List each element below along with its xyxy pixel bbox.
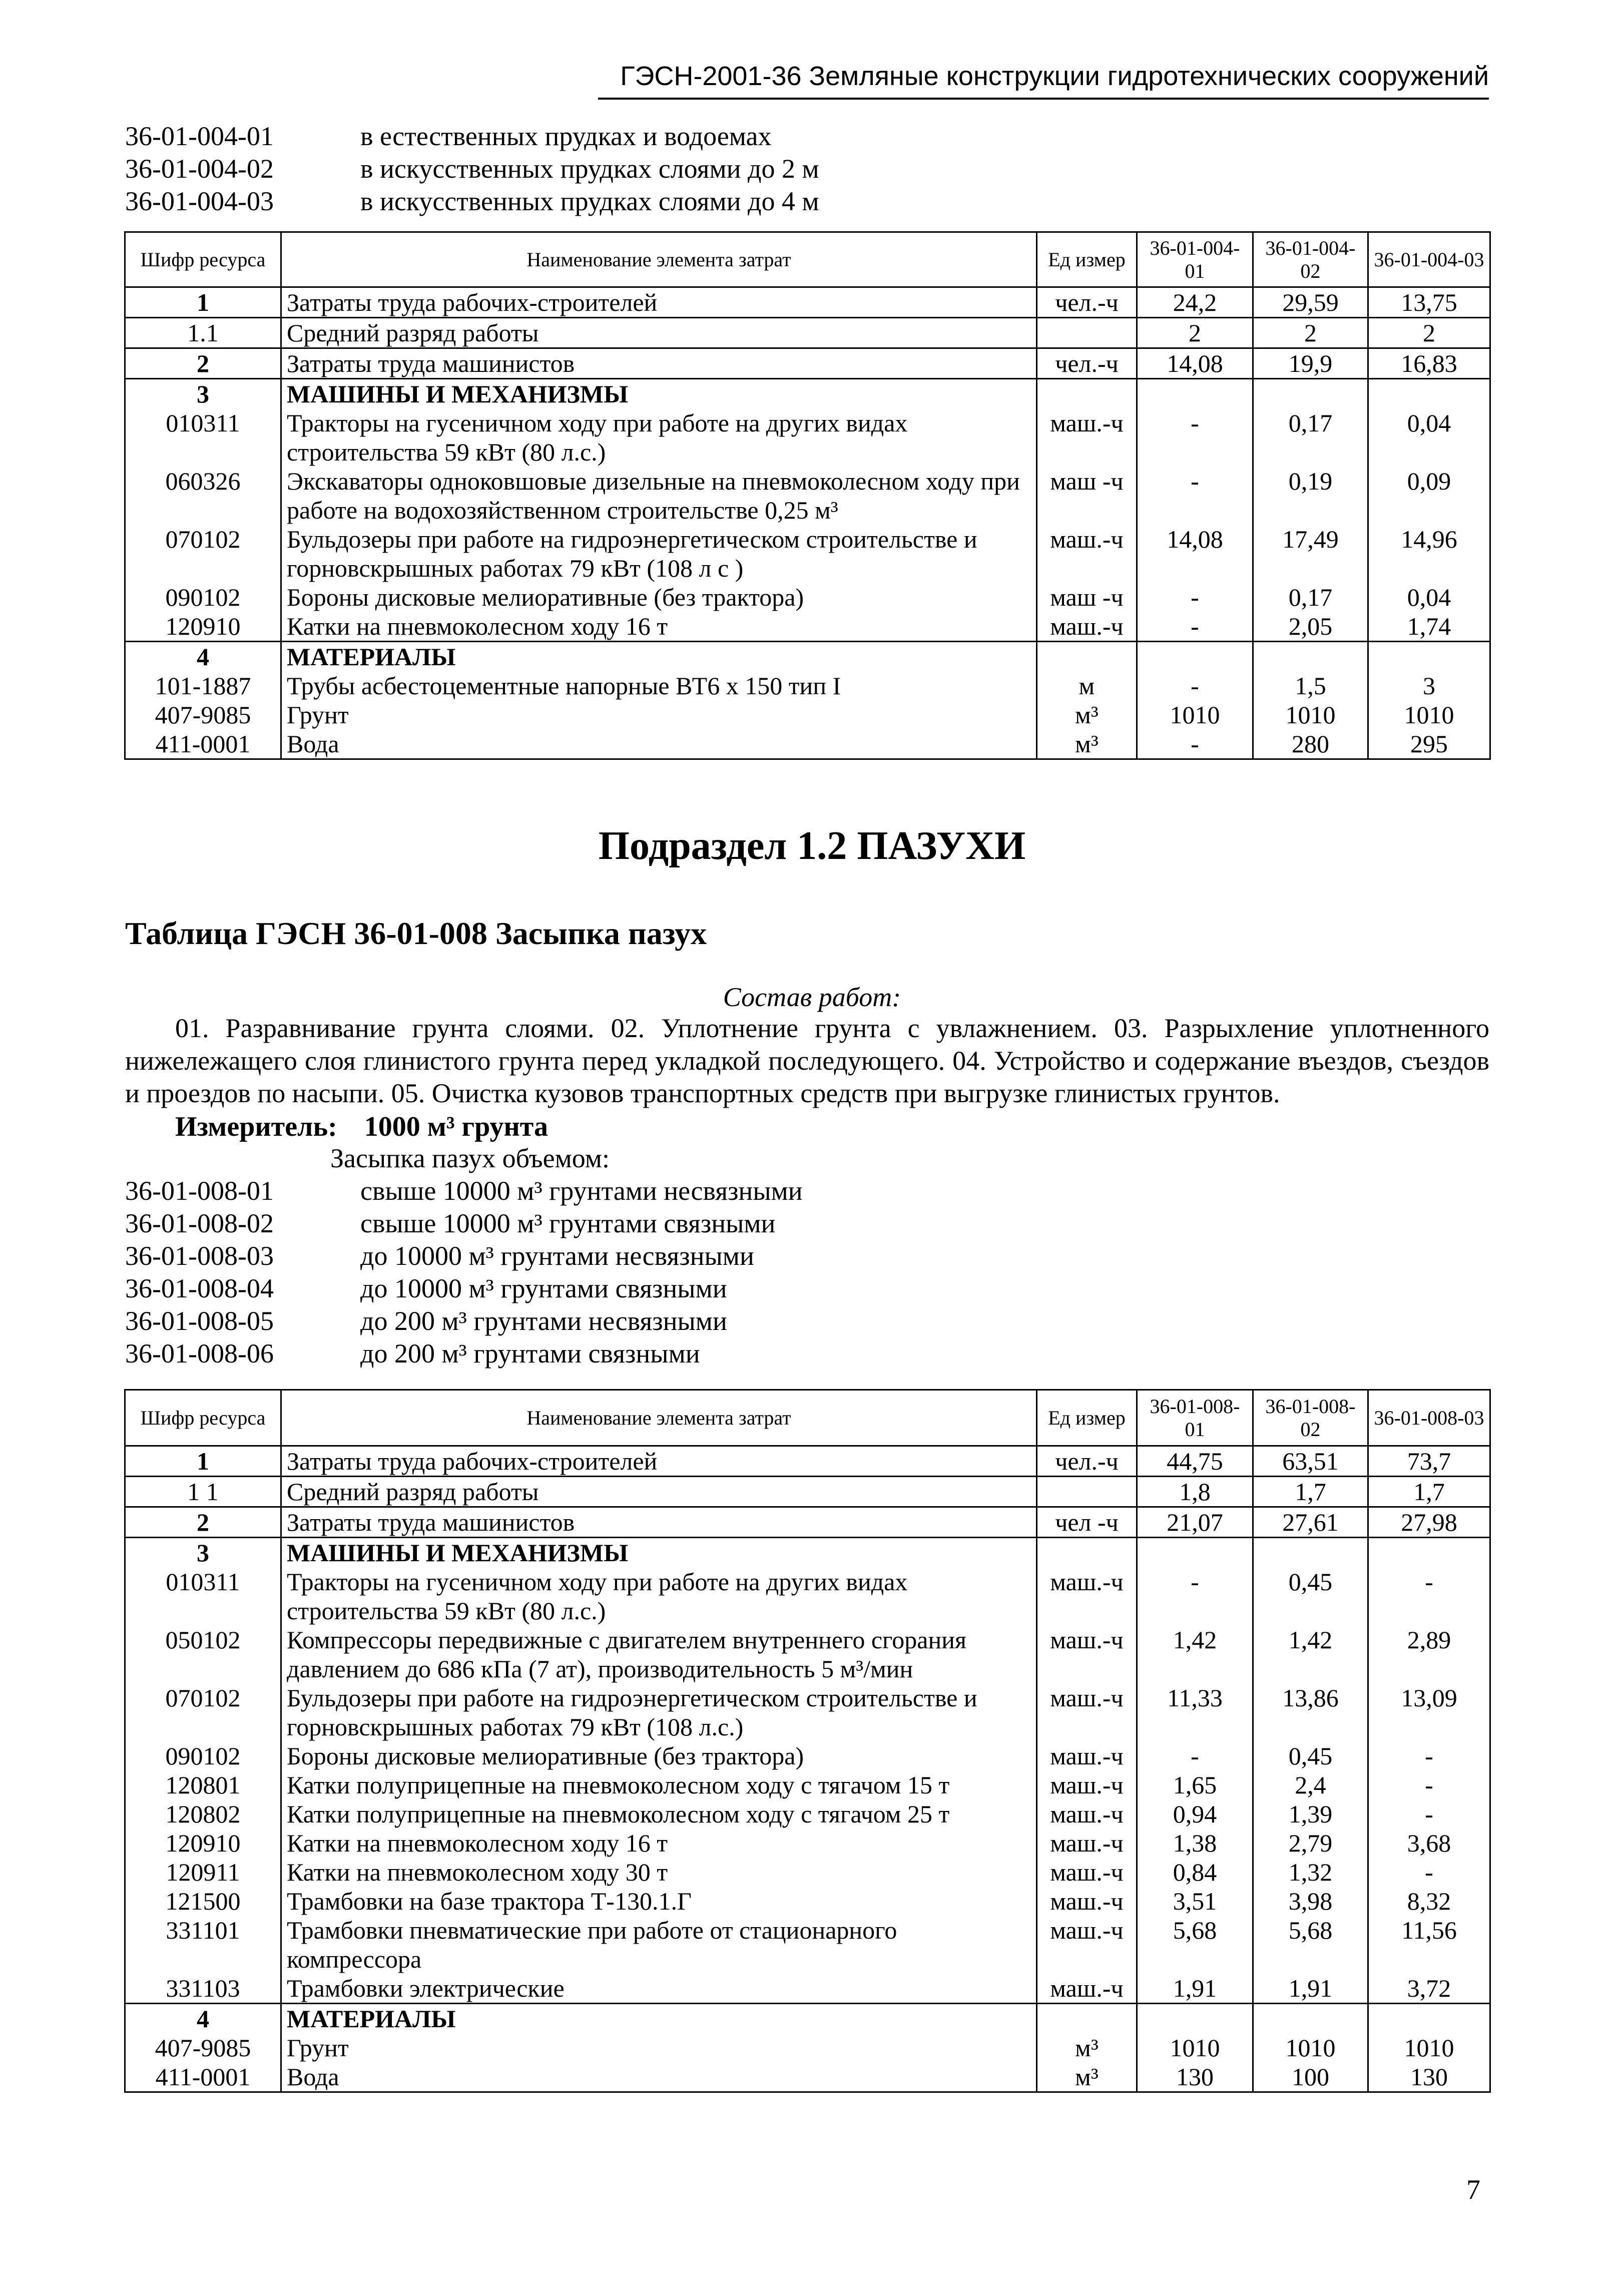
table-row: [125, 1567, 1490, 1625]
table-row: [125, 1770, 1490, 1799]
norm-description: до 10000 м³ грунтами несвязными: [360, 1241, 754, 1271]
norm-code: 36-01-008-04: [125, 1273, 274, 1303]
cell-value: 21,07: [1137, 1507, 1253, 1538]
cell-resource: 010311: [125, 1567, 281, 1625]
table-row: [125, 1974, 1490, 2004]
subsection-title: Подраздел 1.2 ПАЗУХИ: [598, 824, 1026, 868]
cell-unit: маш.-ч: [1037, 1799, 1137, 1828]
norm-code: 36-01-008-02: [125, 1208, 274, 1238]
cell-value: 5,68: [1137, 1916, 1253, 1974]
cell-name: Затраты труда рабочих-строителей: [281, 287, 1037, 318]
cell-value: [1137, 2004, 1253, 2034]
table-row: [125, 2033, 1490, 2062]
cell-unit: маш.-ч: [1037, 1683, 1137, 1741]
cell-value: 19,9: [1253, 348, 1368, 379]
norm-code: 36-01-004-03: [125, 186, 274, 216]
norm-code: 36-01-008-06: [125, 1338, 274, 1368]
table-row: [125, 467, 1490, 525]
cell-value: 1010: [1368, 700, 1490, 729]
cell-value: -: [1137, 1741, 1253, 1770]
table-row: [125, 1916, 1490, 1974]
work-composition-text: 01. Разравнивание грунта слоями. 02. Уплотнение грунта с увлажнением. 03. Разрыхление уплотненного нижележащего слоя глинистого грунта перед укладкой последующего. 04. Устройство и содержание въездов, съездов и проездов по насыпи. 05. Очистка кузовов транспортных средств при выгрузке глинистых грунтов.: [125, 1013, 1489, 1108]
cell-resource: 1: [125, 1446, 281, 1477]
cell-value: 2,79: [1253, 1828, 1368, 1858]
table-header-row: [125, 232, 1490, 287]
col-header-norm-1: 36-01-004-01: [1137, 232, 1253, 287]
cell-name: Катки на пневмоколесном ходу 30 т: [281, 1858, 1037, 1887]
cell-resource: 101-1887: [125, 671, 281, 700]
cell-resource: 010311: [125, 408, 281, 467]
table-row: [125, 1477, 1490, 1507]
cell-value: 8,32: [1368, 1887, 1490, 1916]
cell-value: 2: [1137, 318, 1253, 348]
cell-value: 27,61: [1253, 1507, 1368, 1538]
table-row: [125, 1446, 1490, 1477]
cell-resource: 3: [125, 1538, 281, 1568]
cell-value: 0,09: [1368, 467, 1490, 525]
cell-value: [1253, 2004, 1368, 2034]
cell-value: 1,38: [1137, 1828, 1253, 1858]
cell-value: 13,75: [1368, 287, 1490, 318]
norm-code: 36-01-008-01: [125, 1176, 274, 1206]
cell-resource: 331103: [125, 1974, 281, 2004]
cell-value: 1,91: [1253, 1974, 1368, 2004]
cell-value: -: [1137, 583, 1253, 612]
cell-resource: 331101: [125, 1916, 281, 1974]
cell-value: 1010: [1137, 700, 1253, 729]
col-header-name: Наименование элемента затрат: [281, 1390, 1037, 1446]
col-header-resource: Шифр ресурса: [125, 232, 281, 287]
cell-name: Вода: [281, 729, 1037, 759]
work-composition-heading: Состав работ:: [723, 982, 901, 1012]
cell-value: 1,74: [1368, 612, 1490, 642]
cell-unit: маш.-ч: [1037, 1567, 1137, 1625]
cell-name: Тракторы на гусеничном ходу при работе на других видах строительства 59 кВт (80 л.с.): [281, 1567, 1037, 1625]
cell-section-title: МАШИНЫ И МЕХАНИЗМЫ: [281, 1538, 1037, 1568]
cell-name: Компрессоры передвижные с двигателем внутреннего сгорания давлением до 686 кПа (7 ат), производительность 5 м³/мин: [281, 1625, 1037, 1683]
cell-unit: маш.-ч: [1037, 1741, 1137, 1770]
norm-code: 36-01-004-02: [125, 154, 274, 184]
cell-resource: 4: [125, 2004, 281, 2034]
norm-code: 36-01-008-03: [125, 1241, 274, 1271]
section-row: [125, 642, 1490, 672]
cell-unit: чел.-ч: [1037, 1446, 1137, 1477]
cell-value: [1253, 642, 1368, 672]
cell-unit: маш.-ч: [1037, 1828, 1137, 1858]
cell-value: 0,17: [1253, 583, 1368, 612]
cell-value: 73,7: [1368, 1446, 1490, 1477]
table-title: Таблица ГЭСН 36-01-008 Засыпка пазух: [125, 915, 707, 951]
cell-unit: маш.-ч: [1037, 1887, 1137, 1916]
cell-unit: [1037, 642, 1137, 672]
cell-value: 100: [1253, 2062, 1368, 2092]
cell-unit: м³: [1037, 700, 1137, 729]
table-row: [125, 2062, 1490, 2092]
cell-value: 0,45: [1253, 1741, 1368, 1770]
table-row: [125, 1887, 1490, 1916]
cell-value: -: [1368, 1770, 1490, 1799]
table-row: [125, 671, 1490, 700]
norm-description: до 200 м³ грунтами связными: [360, 1338, 700, 1368]
cell-name: Вода: [281, 2062, 1037, 2092]
resource-table-1: [124, 231, 1491, 760]
cell-resource: 2: [125, 1507, 281, 1538]
cell-value: 1,32: [1253, 1858, 1368, 1887]
cell-value: [1253, 379, 1368, 409]
cell-value: 2: [1253, 318, 1368, 348]
section-row: [125, 1538, 1490, 1568]
cell-value: 29,59: [1253, 287, 1368, 318]
cell-value: 1,65: [1137, 1770, 1253, 1799]
page-number: 7: [1466, 2174, 1480, 2205]
cell-value: 11,56: [1368, 1916, 1490, 1974]
col-header-name: Наименование элемента затрат: [281, 232, 1037, 287]
col-header-norm-2: 36-01-008-02: [1253, 1390, 1368, 1446]
table-row: [125, 287, 1490, 318]
cell-value: 1010: [1137, 2033, 1253, 2062]
cell-resource: 4: [125, 642, 281, 672]
cell-name: Затраты труда машинистов: [281, 1507, 1037, 1538]
cell-name: Затраты труда рабочих-строителей: [281, 1446, 1037, 1477]
table-row: [125, 583, 1490, 612]
cell-name: Трамбовки на базе трактора Т-130.1.Г: [281, 1887, 1037, 1916]
norm-description: до 200 м³ грунтами несвязными: [360, 1306, 727, 1336]
section-row: [125, 2004, 1490, 2034]
cell-value: -: [1137, 671, 1253, 700]
cell-name: Бульдозеры при работе на гидроэнергетическом строительстве и горновскрышных работах 79 кВт (108 л.с.): [281, 1683, 1037, 1741]
cell-value: 3,68: [1368, 1828, 1490, 1858]
table-row: [125, 729, 1490, 759]
cell-resource: 120801: [125, 1770, 281, 1799]
cell-resource: 407-9085: [125, 700, 281, 729]
cell-value: 44,75: [1137, 1446, 1253, 1477]
table-row: [125, 408, 1490, 467]
cell-name: Грунт: [281, 2033, 1037, 2062]
norm-code: 36-01-004-01: [125, 121, 274, 151]
norm-description: свыше 10000 м³ грунтами несвязными: [360, 1176, 803, 1206]
norm-code: 36-01-008-05: [125, 1306, 274, 1336]
cell-unit: [1037, 1477, 1137, 1507]
cell-value: 0,17: [1253, 408, 1368, 467]
cell-value: 13,86: [1253, 1683, 1368, 1741]
cell-value: 1010: [1253, 700, 1368, 729]
cell-unit: маш.-ч: [1037, 1974, 1137, 2004]
cell-value: 13,09: [1368, 1683, 1490, 1741]
cell-resource: 120911: [125, 1858, 281, 1887]
cell-value: 2,05: [1253, 612, 1368, 642]
cell-name: Трамбовки пневматические при работе от стационарного компрессора: [281, 1916, 1037, 1974]
cell-value: 1,5: [1253, 671, 1368, 700]
section-row: [125, 379, 1490, 409]
cell-section-title: МАТЕРИАЛЫ: [281, 642, 1037, 672]
cell-unit: маш.-ч: [1037, 408, 1137, 467]
table-row: [125, 1799, 1490, 1828]
header-rule: [598, 98, 1489, 100]
cell-value: 3,51: [1137, 1887, 1253, 1916]
cell-value: 5,68: [1253, 1916, 1368, 1974]
norm-description: в искусственных прудках слоями до 2 м: [360, 154, 819, 184]
cell-value: 130: [1137, 2062, 1253, 2092]
table-row: [125, 1507, 1490, 1538]
norm-description: в естественных прудках и водоемах: [360, 121, 772, 151]
cell-section-title: МАТЕРИАЛЫ: [281, 2004, 1037, 2034]
cell-value: -: [1137, 729, 1253, 759]
cell-unit: маш -ч: [1037, 467, 1137, 525]
cell-unit: маш.-ч: [1037, 1625, 1137, 1683]
col-header-norm-1: 36-01-008-01: [1137, 1390, 1253, 1446]
cell-value: 2: [1368, 318, 1490, 348]
cell-resource: 120910: [125, 1828, 281, 1858]
cell-value: 1,7: [1368, 1477, 1490, 1507]
cell-resource: 407-9085: [125, 2033, 281, 2062]
table-row: [125, 700, 1490, 729]
cell-unit: маш.-ч: [1037, 525, 1137, 583]
table-header-row: [125, 1390, 1490, 1446]
cell-value: 1010: [1253, 2033, 1368, 2062]
cell-unit: маш.-ч: [1037, 1858, 1137, 1887]
cell-value: [1368, 2004, 1490, 2034]
cell-name: Средний разряд работы: [281, 1477, 1037, 1507]
cell-resource: 411-0001: [125, 2062, 281, 2092]
table-row: [125, 1858, 1490, 1887]
cell-name: Катки полуприцепные на пневмоколесном ходу с тягачом 15 т: [281, 1770, 1037, 1799]
cell-value: 130: [1368, 2062, 1490, 2092]
cell-value: 3: [1368, 671, 1490, 700]
measure-label: Измеритель:: [175, 1111, 337, 1142]
cell-name: Затраты труда машинистов: [281, 348, 1037, 379]
cell-value: 0,84: [1137, 1858, 1253, 1887]
cell-value: -: [1368, 1799, 1490, 1828]
cell-value: 14,08: [1137, 525, 1253, 583]
cell-name: Бороны дисковые мелиоративные (без трактора): [281, 583, 1037, 612]
cell-value: 27,98: [1368, 1507, 1490, 1538]
cell-value: 1,39: [1253, 1799, 1368, 1828]
cell-unit: чел.-ч: [1037, 348, 1137, 379]
cell-unit: маш -ч: [1037, 583, 1137, 612]
cell-name: Средний разряд работы: [281, 318, 1037, 348]
col-header-norm-3: 36-01-008-03: [1368, 1390, 1490, 1446]
cell-name: Катки полуприцепные на пневмоколесном ходу с тягачом 25 т: [281, 1799, 1037, 1828]
cell-resource: 050102: [125, 1625, 281, 1683]
cell-value: [1368, 379, 1490, 409]
cell-value: 63,51: [1253, 1446, 1368, 1477]
cell-value: -: [1137, 1567, 1253, 1625]
cell-value: 17,49: [1253, 525, 1368, 583]
cell-unit: м³: [1037, 2062, 1137, 2092]
norm-description: до 10000 м³ грунтами связными: [360, 1273, 727, 1303]
cell-value: [1368, 1538, 1490, 1568]
cell-value: 280: [1253, 729, 1368, 759]
cell-value: 0,04: [1368, 408, 1490, 467]
cell-unit: [1037, 318, 1137, 348]
cell-resource: 090102: [125, 1741, 281, 1770]
cell-value: 295: [1368, 729, 1490, 759]
table-row: [125, 318, 1490, 348]
table-row: [125, 1625, 1490, 1683]
col-header-resource: Шифр ресурса: [125, 1390, 281, 1446]
cell-value: 14,08: [1137, 348, 1253, 379]
col-header-unit: Ед измер: [1037, 232, 1137, 287]
cell-value: -: [1137, 467, 1253, 525]
cell-unit: чел -ч: [1037, 1507, 1137, 1538]
cell-unit: м³: [1037, 2033, 1137, 2062]
cell-name: Тракторы на гусеничном ходу при работе на других видах строительства 59 кВт (80 л.с.): [281, 408, 1037, 467]
cell-value: [1368, 642, 1490, 672]
cell-value: 14,96: [1368, 525, 1490, 583]
cell-value: -: [1368, 1858, 1490, 1887]
table-row: [125, 1683, 1490, 1741]
measure-value: 1000 м³ грунта: [364, 1111, 548, 1142]
cell-value: 0,04: [1368, 583, 1490, 612]
cell-value: 0,45: [1253, 1567, 1368, 1625]
cell-value: 16,83: [1368, 348, 1490, 379]
cell-value: 1,7: [1253, 1477, 1368, 1507]
cell-value: -: [1137, 408, 1253, 467]
norm-description: в искусственных прудках слоями до 4 м: [360, 186, 819, 216]
cell-name: Трамбовки электрические: [281, 1974, 1037, 2004]
cell-value: 0,94: [1137, 1799, 1253, 1828]
cell-resource: 070102: [125, 525, 281, 583]
col-header-norm-2: 36-01-004-02: [1253, 232, 1368, 287]
cell-resource: 3: [125, 379, 281, 409]
cell-value: 24,2: [1137, 287, 1253, 318]
cell-name: Бороны дисковые мелиоративные (без трактора): [281, 1741, 1037, 1770]
cell-unit: маш.-ч: [1037, 1770, 1137, 1799]
cell-resource: 121500: [125, 1887, 281, 1916]
resource-table-2: [124, 1389, 1491, 2093]
cell-name: Бульдозеры при работе на гидроэнергетическом строительстве и горновскрышных работах 79 кВт (108 л с ): [281, 525, 1037, 583]
cell-name: Трубы асбестоцементные напорные ВТ6 x 150 тип I: [281, 671, 1037, 700]
cell-resource: 120802: [125, 1799, 281, 1828]
cell-unit: м: [1037, 671, 1137, 700]
cell-value: -: [1137, 612, 1253, 642]
cell-unit: маш.-ч: [1037, 1916, 1137, 1974]
table-row: [125, 525, 1490, 583]
cell-unit: чел.-ч: [1037, 287, 1137, 318]
cell-value: 1,8: [1137, 1477, 1253, 1507]
table-row: [125, 1828, 1490, 1858]
cell-value: 0,19: [1253, 467, 1368, 525]
cell-resource: 2: [125, 348, 281, 379]
table-row: [125, 1741, 1490, 1770]
cell-resource: 070102: [125, 1683, 281, 1741]
cell-value: 3,72: [1368, 1974, 1490, 2004]
cell-value: 1010: [1368, 2033, 1490, 2062]
col-header-norm-3: 36-01-004-03: [1368, 232, 1490, 287]
cell-unit: м³: [1037, 729, 1137, 759]
cell-unit: [1037, 2004, 1137, 2034]
cell-value: [1137, 1538, 1253, 1568]
cell-value: 2,4: [1253, 1770, 1368, 1799]
cell-unit: [1037, 379, 1137, 409]
cell-resource: 1.1: [125, 318, 281, 348]
cell-name: Грунт: [281, 700, 1037, 729]
running-header: ГЭСН-2001-36 Земляные конструкции гидротехнических сооружений: [620, 61, 1489, 91]
cell-resource: 120910: [125, 612, 281, 642]
cell-resource: 1 1: [125, 1477, 281, 1507]
cell-resource: 060326: [125, 467, 281, 525]
cell-resource: 090102: [125, 583, 281, 612]
cell-unit: маш.-ч: [1037, 612, 1137, 642]
cell-value: 3,98: [1253, 1887, 1368, 1916]
measure-line: [175, 1110, 548, 1143]
cell-name: Экскаваторы одноковшовые дизельные на пневмоколесном ходу при работе на водохозяйственном строительстве 0,25 м³: [281, 467, 1037, 525]
norm-description: свыше 10000 м³ грунтами связными: [360, 1208, 776, 1238]
table-row: [125, 612, 1490, 642]
cell-value: -: [1368, 1567, 1490, 1625]
cell-section-title: МАШИНЫ И МЕХАНИЗМЫ: [281, 379, 1037, 409]
cell-value: [1137, 642, 1253, 672]
col-header-unit: Ед измер: [1037, 1390, 1137, 1446]
cell-unit: [1037, 1538, 1137, 1568]
table-row: [125, 348, 1490, 379]
cell-value: [1253, 1538, 1368, 1568]
cell-value: 1,42: [1137, 1625, 1253, 1683]
cell-value: 2,89: [1368, 1625, 1490, 1683]
cell-name: Катки на пневмоколесном ходу 16 т: [281, 1828, 1037, 1858]
cell-resource: 411-0001: [125, 729, 281, 759]
cell-resource: 1: [125, 287, 281, 318]
cell-value: -: [1368, 1741, 1490, 1770]
cell-value: 1,42: [1253, 1625, 1368, 1683]
cell-value: 11,33: [1137, 1683, 1253, 1741]
cell-value: 1,91: [1137, 1974, 1253, 2004]
fill-volume-heading: Засыпка пазух объемом:: [330, 1143, 610, 1173]
cell-value: [1137, 379, 1253, 409]
cell-name: Катки на пневмоколесном ходу 16 т: [281, 612, 1037, 642]
